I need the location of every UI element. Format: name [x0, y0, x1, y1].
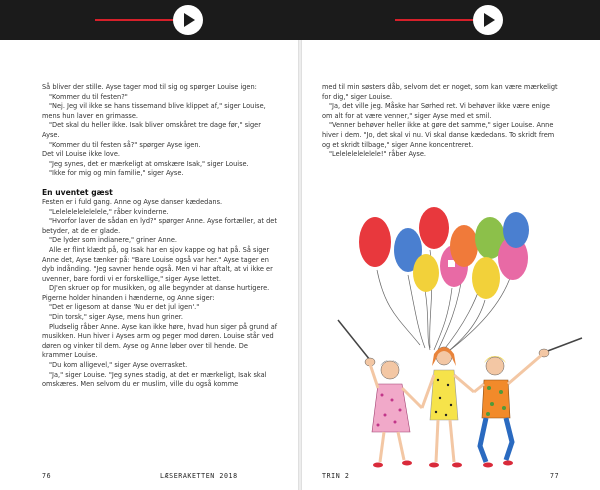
paragraph: "Ja, det ville jeg. Måske har Sørhed ret. Vi behøver ikke være enige om alt for at være venner," siger Ayse med et smil. — [322, 102, 550, 120]
paragraph: "Venner behøver heller ikke at gøre det samme," siger Louise. Anne hiver i dem. "Jo, det skal vi nu. Vi skal danse kædedans. To skridt frem og et skridt tilbage," siger Anne koncentreret. — [322, 121, 555, 149]
paragraph: "Ikke for mig og min familie," siger Ayse. — [49, 169, 184, 178]
paragraph: "Kommer du til festen så?" spørger Ayse igen. — [49, 140, 201, 149]
play-icon[interactable] — [473, 5, 503, 35]
balloon-yellow — [413, 254, 439, 292]
left-page — [0, 40, 298, 490]
paragraph: "Jeg synes, det er mærkeligt at omskære Isak," siger Louise. — [49, 159, 249, 168]
paragraph: Det vil Louise ikke love. — [42, 150, 120, 159]
paragraph: "Ja," siger Louise. "Jeg synes stadig, at det er mærkeligt, Isak skal omskæres. Men selvom du er muslim, ville du også komme — [42, 370, 267, 389]
paragraph: "Hvorfor laver de sådan en lyd?" spørger Anne. Ayse fortæller, at det betyder, at de er glade. — [42, 217, 277, 235]
paragraph: Alle er flint klædt på, og Isak har en sjov kappe og hat på. Så siger Anne det, Ayse tænker på: "Bare Louise også var her." Ayse tager en dyb indånding. "Jeg savner hende også. Men vi har aftalt, at vi ikke er uvenner, bare fordi vi er forskellige," siger Ayse lettet. — [42, 245, 273, 283]
paragraph: "Lelelelelelelelele," råber kvinderne. — [49, 207, 169, 216]
paragraph: "Nej. Jeg vil ikke se hans tissemand blive klippet af," siger Louise, mens hun laver en grimasse. — [42, 102, 266, 120]
left-page-text — [42, 83, 278, 390]
right-page — [302, 40, 600, 490]
audio-toolbar — [0, 0, 600, 40]
girl-right — [474, 353, 544, 468]
balloon-yellow — [472, 257, 500, 299]
balloon-pattern — [448, 260, 455, 267]
paragraph: "De lyder som indianere," griner Anne. — [49, 236, 177, 245]
girl-left — [370, 360, 422, 468]
paragraph: "Kommer du til festen?" — [49, 92, 128, 101]
paragraph: "Lelelelelelelele!" råber Ayse. — [329, 150, 426, 159]
paragraph: "Din torsk," siger Ayse, mens hun griner. — [49, 313, 183, 322]
audio-player-left — [95, 4, 205, 36]
play-icon[interactable] — [173, 5, 203, 35]
balloon-party-illustration — [330, 170, 590, 480]
footer-label: TRIN 2 — [322, 472, 350, 480]
girl-middle — [422, 347, 474, 468]
balloon-orange — [450, 225, 478, 267]
paragraph: DJ'en skruer op for musikken, og alle begynder at danse hurtigere. Pigerne holder hinanden i hænderne, og Anne siger: — [42, 284, 270, 302]
paragraph: "Det er ligesom at danse 'Nu er det jul igen'." — [49, 303, 200, 312]
audio-player-right — [395, 4, 505, 36]
paragraph: Så bliver der stille. Ayse tager mod til sig og spørger Louise igen: — [42, 83, 257, 91]
audio-progress-line[interactable] — [95, 19, 173, 21]
section-heading: En uventet gæst — [42, 187, 113, 197]
paragraph: Pludselig råber Anne. Ayse kan ikke høre, hvad hun siger på grund af musikken. Hun hiver i Ayses arm og peger mod døren. Louise står ved døren og vinker til dem. Ayse og Anne løber over til hende. De krammer Louise. — [42, 322, 278, 360]
footer-title: LÆSERAKETTEN 2018 — [160, 472, 238, 480]
audio-progress-line[interactable] — [395, 19, 473, 21]
spacer — [42, 179, 278, 188]
balloon-red — [419, 207, 449, 249]
paragraph: "Det skal du heller ikke. Isak bliver omskåret tre dage før," siger Ayse. — [42, 121, 261, 139]
page-number: 76 — [42, 472, 52, 480]
paragraph: Festen er i fuld gang. Anne og Ayse danser kædedans. — [42, 197, 223, 206]
right-page-text — [322, 83, 562, 160]
page-number: 77 — [550, 472, 560, 480]
balloon-blue — [503, 212, 529, 248]
balloon-red — [359, 217, 391, 267]
paragraph: med til min søsters dåb, selvom det er noget, som kan være mærkeligt for dig," siger Louise. — [322, 83, 558, 101]
paragraph: "Du kom alligevel," siger Ayse overrasket. — [49, 361, 188, 370]
balloons — [359, 207, 529, 299]
